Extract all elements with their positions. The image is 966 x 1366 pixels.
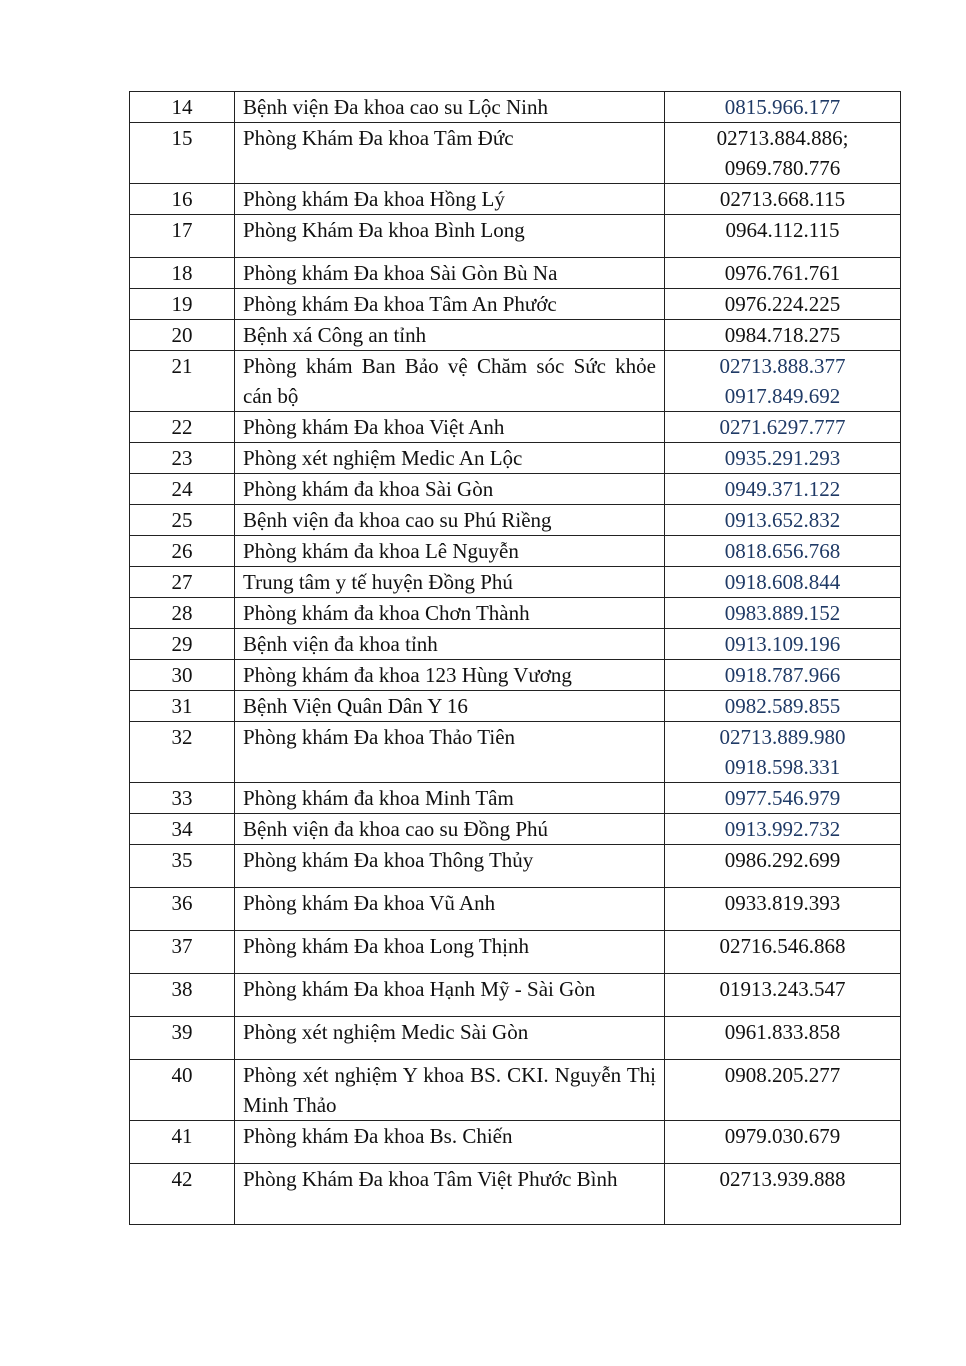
table-row <box>130 474 901 505</box>
facility-name: Phòng khám Đa khoa Long Thịnh <box>235 931 665 974</box>
facility-name: Phòng khám đa khoa Lê Nguyễn <box>235 536 665 567</box>
facility-name: Phòng khám đa khoa 123 Hùng Vương <box>235 660 665 691</box>
row-number: 24 <box>130 474 235 505</box>
row-number: 36 <box>130 888 235 931</box>
facility-table-body <box>130 92 901 1225</box>
row-number: 23 <box>130 443 235 474</box>
table-row <box>130 1017 901 1060</box>
row-number: 17 <box>130 215 235 258</box>
facility-name: Phòng khám Đa khoa Tâm An Phước <box>235 289 665 320</box>
facility-phone: 0961.833.858 <box>665 1017 901 1060</box>
facility-phone: 02713.884.886; 0969.780.776 <box>665 123 901 184</box>
row-number: 42 <box>130 1164 235 1225</box>
table-row <box>130 814 901 845</box>
facility-phone: 02713.889.980 0918.598.331 <box>665 722 901 783</box>
facility-name: Phòng khám Đa khoa Thảo Tiên <box>235 722 665 783</box>
row-number: 22 <box>130 412 235 443</box>
facility-phone: 0976.224.225 <box>665 289 901 320</box>
table-row <box>130 722 901 783</box>
facility-phone: 0913.652.832 <box>665 505 901 536</box>
row-number: 19 <box>130 289 235 320</box>
table-row <box>130 536 901 567</box>
table-row <box>130 845 901 888</box>
table-row <box>130 412 901 443</box>
facility-phone: 02713.939.888 <box>665 1164 901 1225</box>
table-row <box>130 443 901 474</box>
table-row <box>130 660 901 691</box>
facility-phone: 0818.656.768 <box>665 536 901 567</box>
facility-name: Phòng khám đa khoa Sài Gòn <box>235 474 665 505</box>
facility-name: Bệnh viện đa khoa cao su Đồng Phú <box>235 814 665 845</box>
table-row <box>130 215 901 258</box>
table-row <box>130 184 901 215</box>
table-row <box>130 92 901 123</box>
row-number: 30 <box>130 660 235 691</box>
row-number: 34 <box>130 814 235 845</box>
row-number: 39 <box>130 1017 235 1060</box>
table-row <box>130 974 901 1017</box>
table-row <box>130 351 901 412</box>
facility-name: Bệnh viện đa khoa tỉnh <box>235 629 665 660</box>
table-row <box>130 783 901 814</box>
facility-name: Bệnh xá Công an tỉnh <box>235 320 665 351</box>
facility-name: Phòng xét nghiệm Medic An Lộc <box>235 443 665 474</box>
table-row <box>130 1060 901 1121</box>
row-number: 37 <box>130 931 235 974</box>
row-number: 25 <box>130 505 235 536</box>
row-number: 15 <box>130 123 235 184</box>
facility-phone: 0913.109.196 <box>665 629 901 660</box>
row-number: 18 <box>130 258 235 289</box>
facility-name: Trung tâm y tế huyện Đồng Phú <box>235 567 665 598</box>
facility-name: Phòng Khám Đa khoa Bình Long <box>235 215 665 258</box>
facility-phone: 0949.371.122 <box>665 474 901 505</box>
row-number: 32 <box>130 722 235 783</box>
facility-name: Phòng khám Đa khoa Thông Thủy <box>235 845 665 888</box>
facility-phone: 0977.546.979 <box>665 783 901 814</box>
row-number: 29 <box>130 629 235 660</box>
facility-phone: 0964.112.115 <box>665 215 901 258</box>
facility-phone: 01913.243.547 <box>665 974 901 1017</box>
facility-phone: 02716.546.868 <box>665 931 901 974</box>
facility-name: Phòng khám Đa khoa Bs. Chiến <box>235 1121 665 1164</box>
facility-phone: 0913.992.732 <box>665 814 901 845</box>
table-row <box>130 289 901 320</box>
facility-phone: 0982.589.855 <box>665 691 901 722</box>
row-number: 16 <box>130 184 235 215</box>
facility-name: Bệnh viện Đa khoa cao su Lộc Ninh <box>235 92 665 123</box>
facility-name: Phòng xét nghiệm Y khoa BS. CKI. Nguyễn Thị Minh Thảo <box>235 1060 665 1121</box>
facility-name: Phòng khám Đa khoa Sài Gòn Bù Na <box>235 258 665 289</box>
table-row <box>130 258 901 289</box>
facility-phone: 0979.030.679 <box>665 1121 901 1164</box>
facility-phone: 0984.718.275 <box>665 320 901 351</box>
facility-phone: 0815.966.177 <box>665 92 901 123</box>
table-row <box>130 691 901 722</box>
facility-name: Phòng xét nghiệm Medic Sài Gòn <box>235 1017 665 1060</box>
facility-phone: 0918.608.844 <box>665 567 901 598</box>
facility-phone: 0976.761.761 <box>665 258 901 289</box>
facility-phone: 0271.6297.777 <box>665 412 901 443</box>
facility-name: Phòng khám Đa khoa Việt Anh <box>235 412 665 443</box>
row-number: 41 <box>130 1121 235 1164</box>
facility-name: Phòng Khám Đa khoa Tâm Việt Phước Bình <box>235 1164 665 1225</box>
row-number: 26 <box>130 536 235 567</box>
table-row <box>130 320 901 351</box>
table-row <box>130 1164 901 1225</box>
table-row <box>130 123 901 184</box>
table-row <box>130 598 901 629</box>
facility-phone: 02713.668.115 <box>665 184 901 215</box>
table-row <box>130 629 901 660</box>
table-row <box>130 1121 901 1164</box>
facility-name: Phòng khám Đa khoa Hồng Lý <box>235 184 665 215</box>
row-number: 40 <box>130 1060 235 1121</box>
facility-name: Bệnh viện đa khoa cao su Phú Riềng <box>235 505 665 536</box>
facility-table <box>129 91 901 1225</box>
facility-phone: 02713.888.377 0917.849.692 <box>665 351 901 412</box>
row-number: 20 <box>130 320 235 351</box>
facility-name: Phòng khám đa khoa Chơn Thành <box>235 598 665 629</box>
facility-phone: 0908.205.277 <box>665 1060 901 1121</box>
facility-name: Phòng khám Ban Bảo vệ Chăm sóc Sức khỏe cán bộ <box>235 351 665 412</box>
row-number: 21 <box>130 351 235 412</box>
facility-phone: 0986.292.699 <box>665 845 901 888</box>
table-row <box>130 931 901 974</box>
row-number: 28 <box>130 598 235 629</box>
table-row <box>130 888 901 931</box>
row-number: 14 <box>130 92 235 123</box>
facility-phone: 0935.291.293 <box>665 443 901 474</box>
facility-phone: 0918.787.966 <box>665 660 901 691</box>
row-number: 35 <box>130 845 235 888</box>
facility-name: Phòng khám Đa khoa Vũ Anh <box>235 888 665 931</box>
facility-phone: 0933.819.393 <box>665 888 901 931</box>
row-number: 27 <box>130 567 235 598</box>
facility-name: Phòng khám đa khoa Minh Tâm <box>235 783 665 814</box>
facility-name: Phòng khám Đa khoa Hạnh Mỹ - Sài Gòn <box>235 974 665 1017</box>
facility-phone: 0983.889.152 <box>665 598 901 629</box>
table-row <box>130 505 901 536</box>
row-number: 33 <box>130 783 235 814</box>
facility-name: Bệnh Viện Quân Dân Y 16 <box>235 691 665 722</box>
row-number: 38 <box>130 974 235 1017</box>
facility-name: Phòng Khám Đa khoa Tâm Đức <box>235 123 665 184</box>
row-number: 31 <box>130 691 235 722</box>
table-row <box>130 567 901 598</box>
